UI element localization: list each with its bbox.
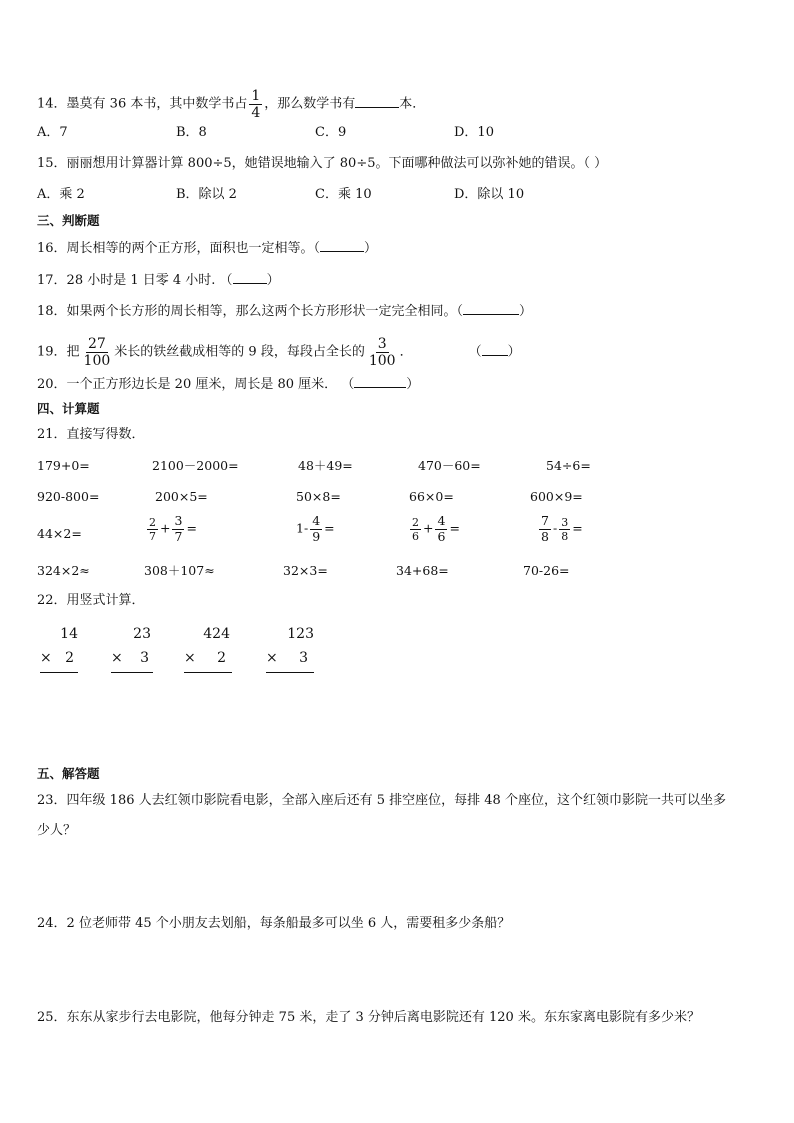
bottom-number: 3 — [299, 650, 308, 666]
question-23-line-2: 少人？ — [37, 823, 77, 838]
calc-item: 32×3= — [283, 563, 328, 578]
q14-option-b[interactable]: B．8 — [176, 125, 207, 140]
q19-frac1-den: 100 — [83, 353, 111, 369]
calc-item: 308＋107≈ — [144, 563, 215, 578]
q19-paren-open: （ — [468, 344, 482, 360]
question-18 — [37, 301, 532, 321]
q16-text: 16．周长相等的两个正方形，面积也一定相等。（ — [37, 241, 321, 256]
calc-item: 44×2= — [37, 526, 82, 541]
q19-fraction-1 — [82, 336, 113, 368]
frac-num: 7 — [541, 513, 549, 528]
fraction — [539, 515, 551, 543]
q14-option-a[interactable]: A．7 — [37, 125, 68, 140]
q19-suffix: ． — [399, 344, 413, 360]
fraction — [410, 517, 421, 542]
q19-prefix: 19．把 — [37, 344, 80, 360]
fraction — [559, 517, 570, 542]
frac-den: 7 — [149, 529, 156, 543]
q19-frac1-num: 27 — [88, 336, 106, 352]
section-5-heading: 五、解答题 — [37, 766, 100, 781]
question-17 — [37, 270, 280, 290]
frac-num: 4 — [437, 513, 446, 528]
top-number: 14 — [60, 626, 78, 642]
operator: + — [160, 520, 171, 536]
calc-item: 324×2≈ — [37, 563, 90, 578]
equals: = — [572, 520, 583, 536]
frac-num: 4 — [312, 513, 321, 528]
q19-frac2-num: 3 — [377, 336, 387, 352]
frac-den: 6 — [412, 529, 419, 543]
q14-answer-blank[interactable] — [355, 94, 399, 108]
q19-frac2-den: 100 — [368, 353, 396, 369]
calc-item: 66×0= — [409, 489, 454, 504]
frac-den: 7 — [174, 528, 183, 544]
underline — [184, 672, 232, 673]
frac-den: 8 — [561, 529, 569, 543]
q14-suffix-b: 本． — [399, 96, 426, 112]
vertical-multiplication — [184, 626, 232, 674]
times-sign: × — [266, 650, 278, 666]
frac-den: 8 — [541, 528, 549, 544]
section-4-heading: 四、计算题 — [37, 401, 100, 416]
question-16 — [37, 238, 377, 258]
q14-option-c[interactable]: C．9 — [315, 125, 347, 140]
frac-num: 3 — [174, 513, 183, 528]
equals: = — [449, 520, 460, 536]
q19-answer-blank[interactable] — [482, 342, 508, 356]
question-20 — [37, 374, 419, 394]
q17-answer-blank[interactable] — [233, 270, 267, 284]
q20-answer-blank[interactable] — [354, 374, 406, 388]
q16-answer-blank[interactable] — [320, 238, 364, 252]
top-number: 23 — [133, 626, 151, 642]
vertical-multiplication — [266, 626, 314, 674]
underline — [266, 672, 314, 673]
calc-item: 50×8= — [296, 489, 341, 504]
times-sign: × — [184, 650, 196, 666]
q15-option-d[interactable]: D．除以 10 — [454, 187, 525, 202]
vertical-multiplication — [40, 626, 78, 674]
times-sign: × — [111, 650, 123, 666]
frac-num: 2 — [149, 515, 156, 529]
calc-item: 54÷6= — [546, 458, 591, 473]
fraction — [172, 515, 184, 543]
q19-fraction-2 — [367, 336, 398, 368]
frac-num: 2 — [412, 515, 419, 529]
q19-middle: 米长的铁丝截成相等的 9 段，每段占全长的 — [114, 344, 365, 360]
q17-text: 17．28 小时是 1 日零 4 小时. （ — [37, 273, 233, 288]
prefix: 1- — [296, 520, 309, 536]
top-number: 123 — [287, 626, 314, 642]
question-14 — [37, 88, 425, 120]
top-number: 424 — [203, 626, 230, 642]
question-24: 24．2 位老师带 45 个小朋友去划船，每条船最多可以坐 6 人，需要租多少条船？ — [37, 916, 511, 931]
calc-item: 179+0= — [37, 458, 90, 473]
calc-item: 48＋49= — [298, 458, 353, 473]
section-3-heading: 三、判断题 — [37, 213, 100, 228]
frac-den: 9 — [312, 528, 321, 544]
frac-num: 3 — [561, 515, 569, 529]
q20-text: 20．一个正方形边长是 20 厘米，周长是 80 厘米． （ — [37, 377, 355, 392]
calc-item: 34+68= — [396, 563, 449, 578]
q21-title: 21．直接写得数． — [37, 427, 145, 442]
q20-close: ） — [406, 377, 420, 392]
equals: = — [186, 520, 197, 536]
fraction — [147, 517, 158, 542]
frac-den: 6 — [437, 528, 446, 544]
question-25: 25．东东从家步行去电影院，他每分钟走 75 米，走了 3 分钟后离电影院还有 120 米。东东家离电影院有多少米？ — [37, 1010, 700, 1025]
fraction — [310, 515, 322, 543]
operator: + — [423, 520, 434, 536]
bottom-number: 2 — [217, 650, 226, 666]
calc-item: 2100－2000= — [152, 458, 239, 473]
q14-fraction — [249, 88, 262, 120]
q16-close: ） — [364, 241, 378, 256]
question-15: 15．丽丽想用计算器计算 800÷5，她错误地输入了 80÷5。下面哪种做法可以弥补她的错误。（ ） — [37, 156, 608, 171]
bottom-number: 2 — [65, 650, 74, 666]
underline — [40, 672, 78, 673]
calc-item: 470－60= — [418, 458, 481, 473]
q18-close: ） — [519, 304, 533, 319]
fraction — [435, 515, 447, 543]
q19-paren-close: ） — [507, 344, 521, 360]
calc-fraction-item — [408, 515, 460, 543]
bottom-number: 3 — [140, 650, 149, 666]
q18-answer-blank[interactable] — [463, 301, 519, 315]
q14-option-d[interactable]: D．10 — [454, 125, 494, 140]
calc-item: 920-800= — [37, 489, 100, 504]
calc-fraction-item — [296, 515, 335, 543]
calc-item: 70-26= — [523, 563, 570, 578]
operator: - — [552, 520, 558, 536]
q15-option-c[interactable]: C．乘 10 — [315, 187, 372, 202]
vertical-multiplication — [111, 626, 153, 674]
underline — [111, 672, 153, 673]
calc-item: 600×9= — [530, 489, 583, 504]
calc-item: 200×5= — [155, 489, 208, 504]
q15-option-a[interactable]: A．乘 2 — [37, 187, 85, 202]
times-sign: × — [40, 650, 52, 666]
equals: = — [324, 520, 335, 536]
q14-prefix: 14．墨莫有 36 本书，其中数学书占 — [37, 96, 248, 112]
q22-title: 22．用竖式计算． — [37, 593, 145, 608]
q14-suffix-a: ，那么数学书有 — [264, 96, 356, 112]
q14-frac-den: 4 — [251, 105, 261, 121]
calc-fraction-item — [145, 515, 197, 543]
q14-frac-num: 1 — [251, 88, 261, 104]
calc-fraction-item — [537, 515, 583, 543]
question-19 — [37, 336, 521, 368]
question-23-line-1: 23．四年级 186 人去红领巾影院看电影，全部入座后还有 5 排空座位，每排 48 个座位，这个红领巾影院一共可以坐多 — [37, 793, 726, 808]
q17-close: ） — [266, 273, 280, 288]
q15-option-b[interactable]: B．除以 2 — [176, 187, 237, 202]
q18-text: 18．如果两个长方形的周长相等，那么这两个长方形形状一定完全相同。（ — [37, 304, 464, 319]
